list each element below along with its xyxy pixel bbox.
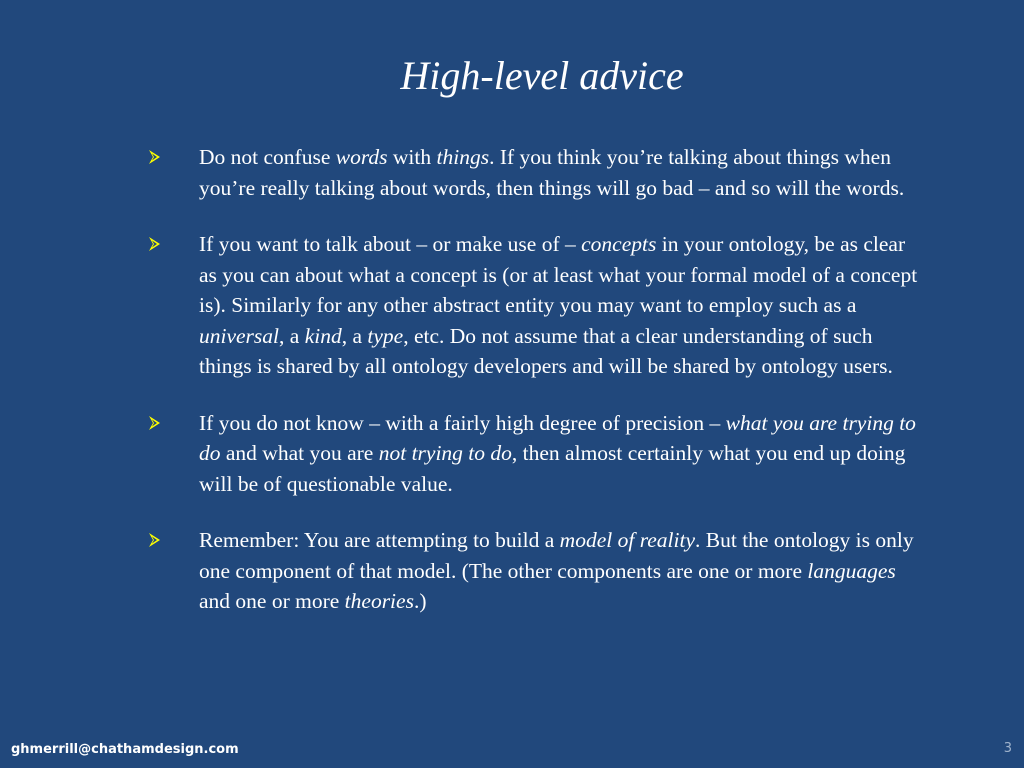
emphasis-text: not trying to do — [378, 441, 512, 465]
slide-title: High-level advice — [400, 53, 684, 98]
text-run: and what you are — [220, 441, 379, 465]
text-run: If you want to talk about – or make use of – — [199, 232, 582, 256]
arrowhead-bullet-icon — [148, 413, 162, 433]
bullet-item — [146, 142, 926, 203]
text-run: Do not confuse — [199, 145, 336, 169]
text-run: If you do not know – with a fairly high degree of precision – — [199, 410, 726, 435]
bullet-item — [146, 525, 926, 617]
arrowhead-bullet-icon — [148, 147, 162, 167]
bullet-item — [146, 229, 926, 382]
text-run: . But the ontology is only one component of that model. (The other components are one or more — [199, 528, 914, 583]
page-number: 3 — [1003, 741, 1012, 756]
arrowhead-bullet-icon — [148, 234, 162, 254]
text-run: . If you think you’re talking about things when you’re really talking about words, then things will go bad – and so will the words. — [199, 145, 905, 200]
emphasis-text: theories — [344, 589, 414, 613]
text-run: , then almost certainly what you end up doing will be of questionable value. — [199, 441, 906, 496]
text-run: in your ontology, be as clear as you can about what a concept is (or at least what your formal model of a concept is). Similarly for any other abstract entity you may want to employ such as a — [199, 232, 918, 317]
text-run: , a — [341, 323, 368, 348]
emphasis-text: kind — [304, 323, 342, 348]
emphasis-text: concepts — [581, 232, 657, 256]
bullet-item — [146, 408, 926, 500]
text-run: Remember: You are attempting to build a — [199, 528, 560, 552]
emphasis-text: type — [367, 323, 404, 348]
emphasis-text: what you are trying to do — [199, 410, 916, 465]
emphasis-text: universal — [199, 323, 280, 348]
bullet-text — [199, 145, 904, 200]
text-run: , a — [279, 323, 305, 348]
text-run: with — [387, 145, 437, 169]
arrowhead-bullet-icon — [148, 530, 162, 550]
emphasis-text: things — [436, 145, 490, 169]
emphasis-text: languages — [807, 558, 896, 583]
text-run: .) — [413, 589, 427, 613]
emphasis-text: words — [335, 145, 388, 169]
text-run: , etc. Do not assume that a clear understanding of such things is shared by all ontology developers and will be shared by ontology users. — [199, 323, 893, 378]
bullet-text — [199, 528, 914, 613]
bullet-list — [146, 142, 926, 643]
bullet-text — [199, 411, 916, 496]
footer-email: ghmerrill@chathamdesign.com — [11, 742, 239, 757]
text-run: and one or more — [199, 589, 345, 613]
bullet-text — [199, 232, 917, 378]
emphasis-text: model of reality — [559, 528, 696, 552]
